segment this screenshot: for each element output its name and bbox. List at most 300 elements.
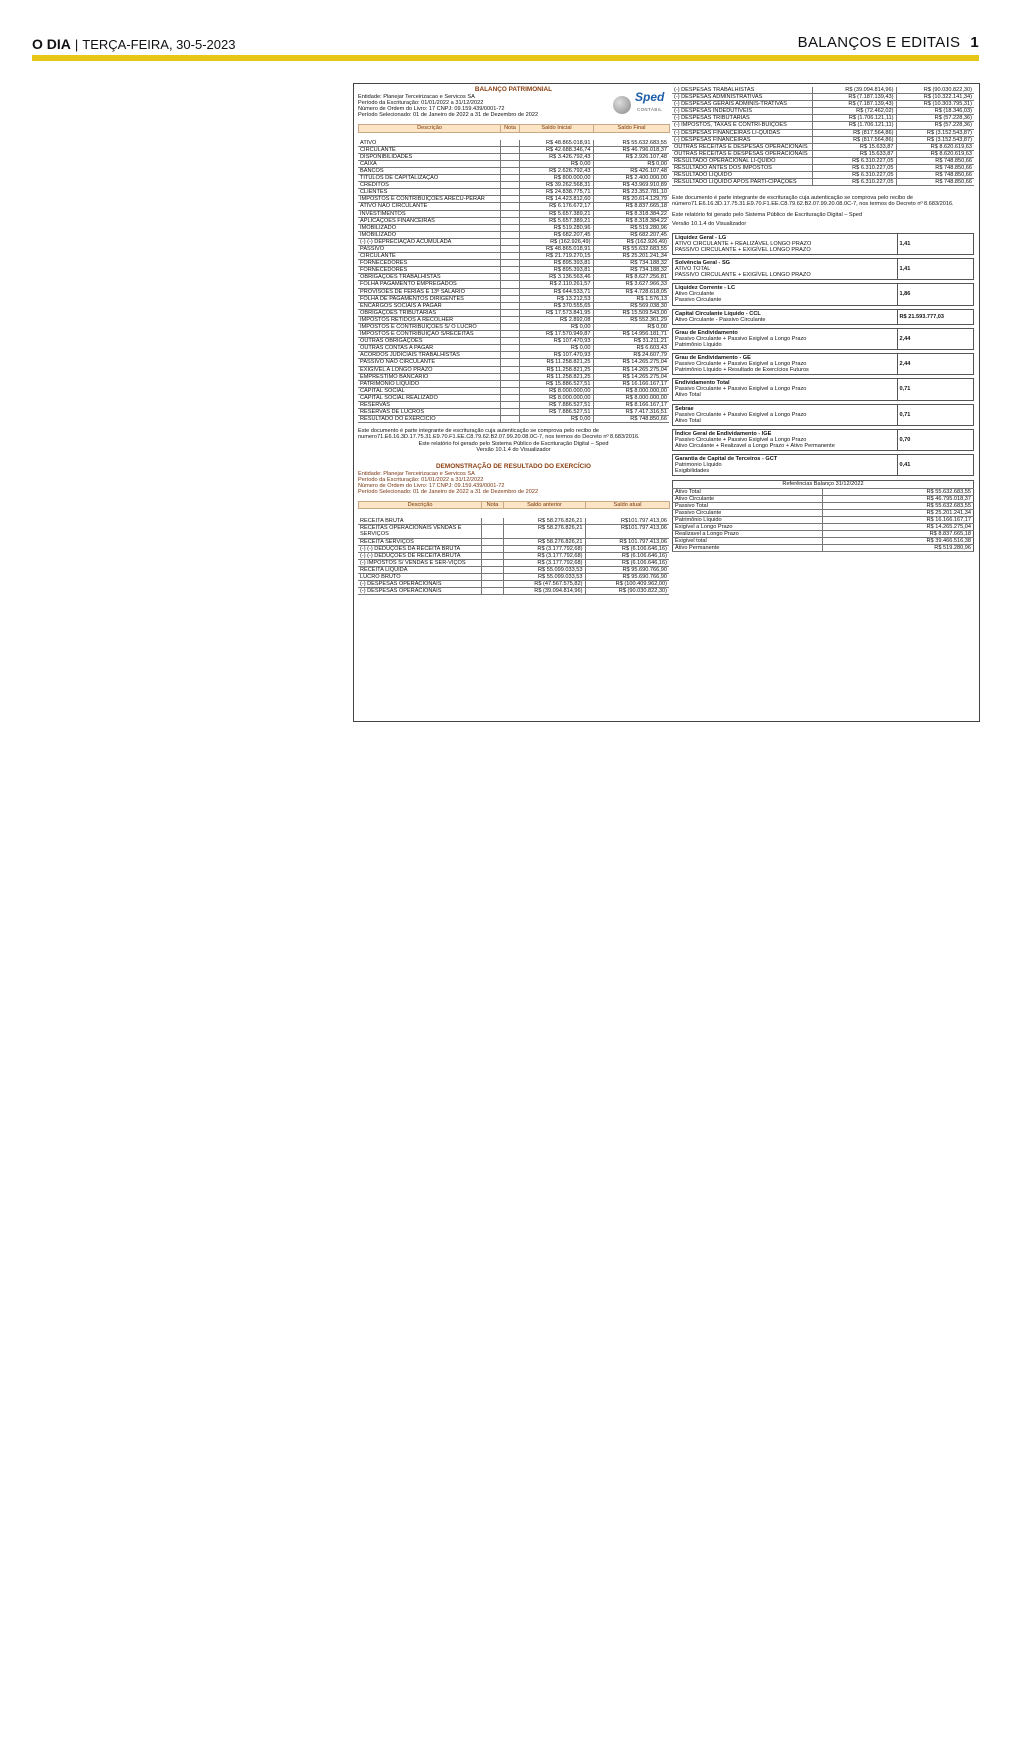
row-saldo-anterior: R$ 6.310.227,05	[812, 172, 896, 179]
index-name: Solvência Geral - SG	[675, 259, 731, 266]
row-saldo-inicial: R$ 8.000.000,00	[519, 387, 593, 394]
ref-value: R$ 16.166.167,17	[823, 516, 974, 523]
row-descricao: RESULTADO LÍQUIDO APÓS PARTI-CIPAÇÕES	[672, 179, 812, 186]
table-row	[358, 231, 669, 238]
row-saldo-anterior: R$ 6.310.227,05	[812, 179, 896, 186]
index-value: 0,71	[897, 405, 973, 425]
ref-value: R$ 55.632.683,55	[823, 488, 974, 495]
dre-note-text: Este documento é parte integrante de escrituração cuja autenticação se comprova pelo recibo de número71.E6.16.3D.17.75.31.E9.70.F1.EE.C8.79.62.B2.07.99.20.08.0C-7, nos termos do Decreto nº 8.683/2016.	[672, 195, 954, 208]
row-saldo-anterior: R$ (817.564,86)	[812, 129, 896, 136]
row-descricao: TÍTULOS DE CAPITALIZAÇÃO	[358, 175, 500, 182]
ref-label: Patrimônio Líquido	[673, 516, 823, 523]
row-saldo-anterior: R$ (72.462,02)	[812, 108, 896, 115]
newspaper-header-right	[798, 34, 979, 51]
row-saldo-anterior: R$ 55.099.033,53	[503, 566, 585, 573]
dre-periodo: Período da Escrituração: 01/01/2022 a 31/12/2022	[358, 476, 484, 483]
row-saldo-atual: R$ 95.690.766,90	[585, 566, 669, 573]
index-formula-line2: Patrimônio Líquido	[675, 341, 722, 348]
index-formula-line2: Ativo Total	[675, 417, 701, 424]
table-row	[358, 316, 669, 323]
row-nota	[500, 167, 519, 174]
row-nota	[500, 217, 519, 224]
index-value: 1,41	[897, 259, 973, 279]
row-descricao: PASSIVO NÃO CIRCULANTE	[358, 359, 500, 366]
newspaper-header-left	[32, 36, 235, 52]
index-box	[672, 429, 974, 451]
row-saldo-final: R$ 0,00	[593, 160, 669, 167]
row-saldo-final: R$ 8.318.384,22	[593, 210, 669, 217]
table-row	[673, 509, 974, 516]
row-saldo-inicial: R$ 3.136.563,46	[519, 274, 593, 281]
row-descricao: ENCARGOS SOCIAIS A PAGAR	[358, 302, 500, 309]
table-row	[358, 189, 669, 196]
row-descricao: PATRIMÔNIO LÍQUIDO	[358, 380, 500, 387]
row-saldo-inicial: R$ 8.000.000,00	[519, 394, 593, 401]
row-descricao: CRÉDITOS	[358, 182, 500, 189]
row-nota	[500, 288, 519, 295]
row-descricao: ATIVO NÃO CIRCULANTE	[358, 203, 500, 210]
row-saldo-inicial: R$ 15.886.527,51	[519, 380, 593, 387]
sped-logo-sub: CONTÁBIL	[637, 107, 663, 112]
row-nota	[481, 574, 503, 581]
row-saldo-inicial: R$ 42.688.346,74	[519, 146, 593, 153]
table-row	[358, 182, 669, 189]
table-row	[358, 588, 669, 595]
table-row	[358, 566, 669, 573]
row-descricao: APLICAÇÕES FINANCEIRAS	[358, 217, 500, 224]
index-value: R$ 21.593.777,03	[897, 310, 973, 324]
row-descricao: (-) DESPESAS TRABALHISTAS	[672, 87, 812, 94]
row-descricao: CIRCULANTE	[358, 253, 500, 260]
row-saldo-inicial: R$ 3.426.792,43	[519, 153, 593, 160]
row-saldo-anterior: R$ (3.177.792,68)	[503, 545, 585, 552]
table-row	[358, 288, 669, 295]
row-saldo-inicial: R$ 0,00	[519, 160, 593, 167]
row-saldo-atual: R$ 748.850,66	[896, 179, 974, 186]
row-saldo-final: R$ 46.796.018,37	[593, 146, 669, 153]
row-saldo-atual: R$ 748.850,66	[896, 165, 974, 172]
row-saldo-inicial: R$ 11.258.821,25	[519, 359, 593, 366]
balanco-col-nota: Nota	[501, 125, 520, 132]
header-separator: |	[74, 37, 79, 52]
row-descricao: DISPONIBILIDADES	[358, 153, 500, 160]
table-row	[672, 101, 974, 108]
row-saldo-inicial: R$ 370.555,65	[519, 302, 593, 309]
referencias-table	[672, 480, 974, 552]
row-descricao: RESULTADO OPERACIONAL LÍ-QUIDO	[672, 157, 812, 164]
row-saldo-atual: R$ (6.106.646,16)	[585, 552, 669, 559]
table-row	[673, 495, 974, 502]
row-nota	[481, 538, 503, 545]
row-nota	[481, 545, 503, 552]
row-saldo-final: R$ 8.166.167,17	[593, 402, 669, 409]
row-saldo-inicial: R$ 2.626.792,43	[519, 167, 593, 174]
index-formula-line1: Ativo Circulante - Passivo Circulante	[675, 316, 766, 323]
row-saldo-inicial: R$ 17.570.949,87	[519, 331, 593, 338]
row-saldo-inicial: R$ 48.865.018,91	[519, 245, 593, 252]
table-row	[672, 143, 974, 150]
row-descricao: CAPITAL SOCIAL	[358, 387, 500, 394]
table-row	[358, 545, 669, 552]
table-row	[673, 488, 974, 495]
sped-logo-word: Sped	[635, 90, 665, 104]
ref-label: Ativo Circulante	[673, 495, 823, 502]
balanco-note-version: Versão 10.1.4 do Visualizador	[476, 446, 551, 453]
index-name: Endividamento Total	[675, 380, 730, 387]
table-row	[358, 238, 669, 245]
row-saldo-inicial: R$ 0,00	[519, 416, 593, 423]
row-saldo-atual: R$ 95.690.766,90	[585, 574, 669, 581]
row-nota	[500, 309, 519, 316]
index-name: Garantia de Capital de Terceiros - GCT	[675, 456, 778, 463]
index-formula	[673, 259, 897, 279]
row-saldo-atual: R$ 8.620.619,63	[896, 150, 974, 157]
dre-selecionado: Período Selecionado: 01 de Janeiro de 2022 a 31 de Dezembro de 2022	[358, 489, 539, 496]
issue-date: TERÇA-FEIRA, 30-5-2023	[82, 37, 236, 52]
row-saldo-inicial: R$ 21.719.270,15	[519, 253, 593, 260]
table-row	[358, 338, 669, 345]
index-box	[672, 454, 974, 476]
table-row	[358, 416, 669, 423]
row-saldo-final: R$ 7.417.316,51	[593, 409, 669, 416]
row-saldo-inicial: R$ 6.176.672,17	[519, 203, 593, 210]
row-saldo-anterior: R$ (7.187.139,43)	[812, 101, 896, 108]
row-saldo-final: R$ 6.603,43	[593, 345, 669, 352]
table-row	[358, 167, 669, 174]
index-formula-line1: ATIVO CIRCULANTE + REALIZÁVEL LONGO PRAZO	[675, 240, 812, 247]
row-saldo-inicial: R$ 24.838.775,71	[519, 189, 593, 196]
index-formula-line1: Passivo Circulante + Passivo Exigível a Longo Prazo	[675, 361, 807, 368]
row-descricao: INVESTIMENTOS	[358, 210, 500, 217]
index-box	[672, 378, 974, 400]
row-saldo-anterior: R$ 15.633,87	[812, 143, 896, 150]
balanco-header	[358, 124, 670, 132]
balanco-note-sped: Este relatório foi gerado pelo Sistema Público de Escrituração Digital – Sped	[418, 440, 609, 447]
row-descricao: (-) DESPESAS FINANCEIRAS LÍ-QUIDAS	[672, 129, 812, 136]
row-descricao: RECEITA LÍQUIDA	[358, 566, 481, 573]
row-saldo-final: R$ 16.166.167,17	[593, 380, 669, 387]
row-saldo-final: R$ 682.207,45	[593, 231, 669, 238]
ref-label: Exigível total	[673, 538, 823, 545]
index-formula	[673, 329, 897, 349]
table-row	[358, 402, 669, 409]
table-row	[358, 394, 669, 401]
row-nota	[481, 588, 503, 595]
row-nota	[500, 210, 519, 217]
indices-list	[672, 233, 974, 477]
table-row	[358, 574, 669, 581]
row-descricao: (-) DESPESAS OPERACIONAIS	[358, 581, 481, 588]
row-descricao: PROVISÕES DE FÉRIAS E 13º SALÁRIO	[358, 288, 500, 295]
page-number: 1	[970, 34, 979, 51]
index-name: Índice Geral de Endividamento - IGE	[675, 430, 772, 437]
row-descricao: OBRIGAÇÕES TRABALHISTAS	[358, 274, 500, 281]
row-nota	[481, 566, 503, 573]
index-formula-line2: Ativo Total	[675, 392, 701, 399]
row-descricao: LUCRO BRUTO	[358, 574, 481, 581]
table-row	[358, 210, 669, 217]
row-saldo-final: R$ 3.627.966,33	[593, 281, 669, 288]
table-row	[358, 224, 669, 231]
table-row	[358, 380, 669, 387]
row-saldo-atual: R$ 8.620.619,63	[896, 143, 974, 150]
row-saldo-atual: R$ (57.228,36)	[896, 122, 974, 129]
row-saldo-anterior: R$ (39.094.814,96)	[503, 588, 585, 595]
left-column	[358, 87, 669, 595]
table-row	[672, 157, 974, 164]
row-descricao: RESULTADO ANTES DOS IMPOSTOS	[672, 165, 812, 172]
row-saldo-inicial: R$ 682.207,45	[519, 231, 593, 238]
table-row	[672, 172, 974, 179]
row-nota	[500, 160, 519, 167]
balanco-note	[358, 428, 669, 452]
balanco-ordem: Número de Ordem do Livro: 17 CNPJ: 09.159.439/0001-72	[358, 106, 505, 113]
index-value: 1,41	[897, 234, 973, 254]
referencias-title: Referências Balanço 31/12/2022	[673, 481, 974, 488]
row-descricao: RECEITAS OPERACIONAIS VENDAS E SERVIÇOS	[358, 525, 481, 538]
row-saldo-anterior: R$ 58.276.826,21	[503, 538, 585, 545]
row-nota	[500, 260, 519, 267]
index-box	[672, 404, 974, 426]
row-saldo-anterior: R$ (1.706.121,11)	[812, 115, 896, 122]
table-row	[358, 559, 669, 566]
row-saldo-inicial: R$ 7.886.527,51	[519, 402, 593, 409]
table-row	[672, 129, 974, 136]
row-saldo-anterior: R$ 6.310.227,05	[812, 157, 896, 164]
row-nota	[500, 274, 519, 281]
row-saldo-final: R$ 734.188,32	[593, 267, 669, 274]
ref-value: R$ 8.837.665,18	[823, 531, 974, 538]
row-nota	[500, 146, 519, 153]
row-descricao: IMOBILIZADO	[358, 224, 500, 231]
row-descricao: OUTRAS CONTAS A PAGAR	[358, 345, 500, 352]
row-descricao: (-) DESPESAS GERAIS ADMINIS-TRATIVAS	[672, 101, 812, 108]
index-value: 0,41	[897, 455, 973, 475]
index-formula-line2: Ativo Circulante + Realizavel a Longo Prazo + Ativo Permanente	[675, 443, 835, 450]
ref-label: Passivo Total	[673, 502, 823, 509]
row-nota	[500, 324, 519, 331]
row-saldo-inicial: R$ 0,00	[519, 345, 593, 352]
row-saldo-inicial: R$ 895.393,81	[519, 260, 593, 267]
index-value: 0,70	[897, 430, 973, 450]
sped-globe-icon	[613, 96, 631, 114]
row-descricao: CLIENTES	[358, 189, 500, 196]
index-formula	[673, 379, 897, 399]
row-descricao: RECEITA SERVIÇOS	[358, 538, 481, 545]
dre-ordem: Número de Ordem do Livro: 17 CNPJ: 09.159.439/0001-72	[358, 482, 505, 489]
balanco-entidade: Entidade: Planejar Terceirizacao e Servicos SA	[358, 94, 475, 101]
row-saldo-final: R$ 519.280,96	[593, 224, 669, 231]
table-row	[358, 387, 669, 394]
row-saldo-inicial: R$ 39.262.568,31	[519, 182, 593, 189]
row-descricao: (-) (-) DEDUÇÕES DA RECEITA BRUTA	[358, 545, 481, 552]
row-descricao: CAIXA	[358, 160, 500, 167]
row-saldo-atual: R$ (3.152.543,87)	[896, 136, 974, 143]
row-descricao: PASSIVO	[358, 245, 500, 252]
row-saldo-atual: R$ (90.030.822,30)	[585, 588, 669, 595]
row-descricao: OUTRAS RECEITAS E DESPESAS OPERACIONAIS	[672, 150, 812, 157]
row-nota	[481, 525, 503, 538]
row-nota	[500, 153, 519, 160]
row-saldo-inicial: R$ 0,00	[519, 324, 593, 331]
index-formula-line2: Patrimônio Líquido + Resultado de Exercícios Futuros	[675, 367, 809, 374]
row-saldo-anterior: R$ 58.276.826,21	[503, 518, 585, 525]
row-saldo-inicial: R$ 11.258.821,25	[519, 373, 593, 380]
ref-label: Realizavel a Longo Prazo	[673, 531, 823, 538]
index-value: 0,71	[897, 379, 973, 399]
index-box	[672, 283, 974, 305]
index-formula-line1: Passivo Circulante + Passivo Exigível a Longo Prazo	[675, 411, 807, 418]
balanco-col-final: Saldo Final	[594, 125, 670, 132]
table-row	[358, 538, 669, 545]
dre-header	[358, 501, 670, 509]
table-row	[358, 253, 669, 260]
row-saldo-atual: R$101.797.413,06	[585, 518, 669, 525]
index-name: Sebrae	[675, 405, 694, 412]
row-nota	[500, 140, 519, 147]
row-nota	[500, 203, 519, 210]
ref-label: Ativo Permanente	[673, 545, 823, 552]
row-saldo-inicial: R$ 7.886.527,51	[519, 409, 593, 416]
dre-title: DEMONSTRAÇÃO DE RESULTADO DO EXERCÍCIO	[436, 462, 591, 470]
table-row	[358, 373, 669, 380]
index-formula	[673, 284, 897, 304]
balanco-selecionado: Período Selecionado: 01 de Janeiro de 2022 a 31 de Dezembro de 2022	[358, 112, 539, 119]
row-descricao: OBRIGAÇÕES TRIBUTÁRIAS	[358, 309, 500, 316]
row-descricao: OUTRAS RECEITAS E DESPESAS OPERACIONAIS	[672, 143, 812, 150]
table-row	[358, 525, 669, 538]
row-saldo-final: R$ 748.850,66	[593, 416, 669, 423]
row-nota	[500, 416, 519, 423]
table-row	[672, 87, 974, 94]
index-formula	[673, 354, 897, 374]
row-saldo-final: R$ 31.211,21	[593, 338, 669, 345]
dre-info	[358, 471, 669, 495]
row-descricao: RESERVAS DE LUCROS	[358, 409, 500, 416]
index-name: Capital Circulante Líquido - CCL	[675, 310, 761, 317]
dre-col-anterior: Saldo anterior	[504, 502, 586, 509]
row-nota	[500, 316, 519, 323]
header-rule	[32, 55, 979, 61]
row-saldo-anterior: R$ 6.310.227,05	[812, 165, 896, 172]
row-descricao: CAPITAL SOCIAL REALIZADO	[358, 394, 500, 401]
row-nota	[500, 380, 519, 387]
row-saldo-final: R$ 8.000.000,00	[593, 394, 669, 401]
row-saldo-atual: R$ (10.322.141,34)	[896, 94, 974, 101]
row-nota	[500, 231, 519, 238]
row-saldo-inicial: R$ 17.573.841,95	[519, 309, 593, 316]
row-descricao: (-) DESPESAS FINANCEIRAS	[672, 136, 812, 143]
row-saldo-anterior: R$ 15.633,87	[812, 150, 896, 157]
row-saldo-final: R$ 734.188,32	[593, 260, 669, 267]
row-descricao: (-) (-) DEPRECIAÇÃO ACUMULADA	[358, 238, 500, 245]
row-nota	[500, 366, 519, 373]
row-descricao: RECEITA BRUTA	[358, 518, 481, 525]
row-nota	[500, 295, 519, 302]
ref-value: R$ 46.795.018,37	[823, 495, 974, 502]
row-saldo-anterior: R$ (3.177.792,68)	[503, 552, 585, 559]
index-name: Liquidez Geral - LG	[675, 234, 727, 241]
row-nota	[500, 394, 519, 401]
balanco-periodo: Período da Escrituração: 01/01/2022 a 31/12/2022	[358, 100, 484, 107]
row-saldo-atual: R$ (90.030.822,30)	[896, 87, 974, 94]
ref-label: Ativo Total	[673, 488, 823, 495]
row-saldo-inicial: R$ 14.423.812,60	[519, 196, 593, 203]
row-saldo-final: R$ 55.632.683,55	[593, 245, 669, 252]
row-nota	[500, 281, 519, 288]
table-row	[358, 366, 669, 373]
row-nota	[500, 409, 519, 416]
index-formula	[673, 405, 897, 425]
index-formula-line2: Exigibilidades	[675, 468, 710, 475]
balanco-col-inicial: Saldo Inicial	[520, 125, 594, 132]
sped-logo	[613, 90, 667, 115]
index-name: Grau de Endividamento	[675, 329, 738, 336]
table-row	[358, 196, 669, 203]
table-row	[672, 94, 974, 101]
index-formula	[673, 455, 897, 475]
ref-label: Passivo Circulante	[673, 509, 823, 516]
row-saldo-final: R$ 24.607,79	[593, 352, 669, 359]
row-saldo-anterior: R$ (47.567.575,82)	[503, 581, 585, 588]
row-saldo-final: R$ 1.576,13	[593, 295, 669, 302]
row-descricao: RESULTADO DO EXERCÍCIO	[358, 416, 500, 423]
row-saldo-atual: R$ (18.346,03)	[896, 108, 974, 115]
row-saldo-inicial: R$ 2.110.261,57	[519, 281, 593, 288]
index-formula-line2: PASSIVO CIRCULANTE + EXIGÍVEL LONGO PRAZO	[675, 272, 811, 279]
row-nota	[500, 245, 519, 252]
table-row	[358, 359, 669, 366]
row-saldo-atual: R$ 101.797.413,06	[585, 538, 669, 545]
row-saldo-anterior: R$ (817.564,86)	[812, 136, 896, 143]
index-value: 2,44	[897, 354, 973, 374]
row-descricao: IMPOSTOS E CONTRIBUIÇÕES ARECU-PERAR	[358, 196, 500, 203]
row-saldo-final: R$ 14.265.275,04	[593, 359, 669, 366]
row-nota	[500, 387, 519, 394]
table-row	[358, 518, 669, 525]
row-nota	[500, 253, 519, 260]
ref-value: R$ 25.201.241,34	[823, 509, 974, 516]
index-value: 1,86	[897, 284, 973, 304]
row-nota	[500, 338, 519, 345]
table-row	[673, 502, 974, 509]
row-saldo-inicial: R$ 13.212,53	[519, 295, 593, 302]
table-row	[358, 203, 669, 210]
row-saldo-inicial: R$ 2.892,08	[519, 316, 593, 323]
newspaper-brand: O DIA	[32, 36, 71, 52]
row-saldo-final: R$ 8.000.000,00	[593, 387, 669, 394]
index-name: Grau de Endividamento - GE	[675, 355, 751, 361]
row-saldo-final: R$ (162.926,49)	[593, 238, 669, 245]
row-descricao: (-) (-) DEDUÇÕES DE RECEITA BRUTA	[358, 552, 481, 559]
financial-statement-box	[353, 83, 980, 722]
index-formula	[673, 234, 897, 254]
index-formula-line1: Passivo Circulante + Passivo Exigível a Longo Prazo	[675, 335, 807, 342]
row-nota	[500, 352, 519, 359]
row-saldo-inicial: R$ 800.000,00	[519, 175, 593, 182]
dre-table-continued	[672, 87, 974, 186]
table-row	[358, 260, 669, 267]
table-row	[358, 324, 669, 331]
row-saldo-final: R$ 426.107,48	[593, 167, 669, 174]
balanco-title: BALANÇO PATRIMONIAL	[474, 86, 553, 93]
row-saldo-anterior: R$ (39.094.814,96)	[812, 87, 896, 94]
index-value: 2,44	[897, 329, 973, 349]
dre-entidade: Entidade: Planejar Terceirizacao e Servicos SA	[358, 470, 475, 477]
row-saldo-final: R$ 8.318.384,22	[593, 217, 669, 224]
row-descricao: ACORDOS JUDICIAIS TRABALHISTAS	[358, 352, 500, 359]
row-descricao: (-) IMPOSTOS S/ VENDAS E SER-VIÇOS	[358, 559, 481, 566]
